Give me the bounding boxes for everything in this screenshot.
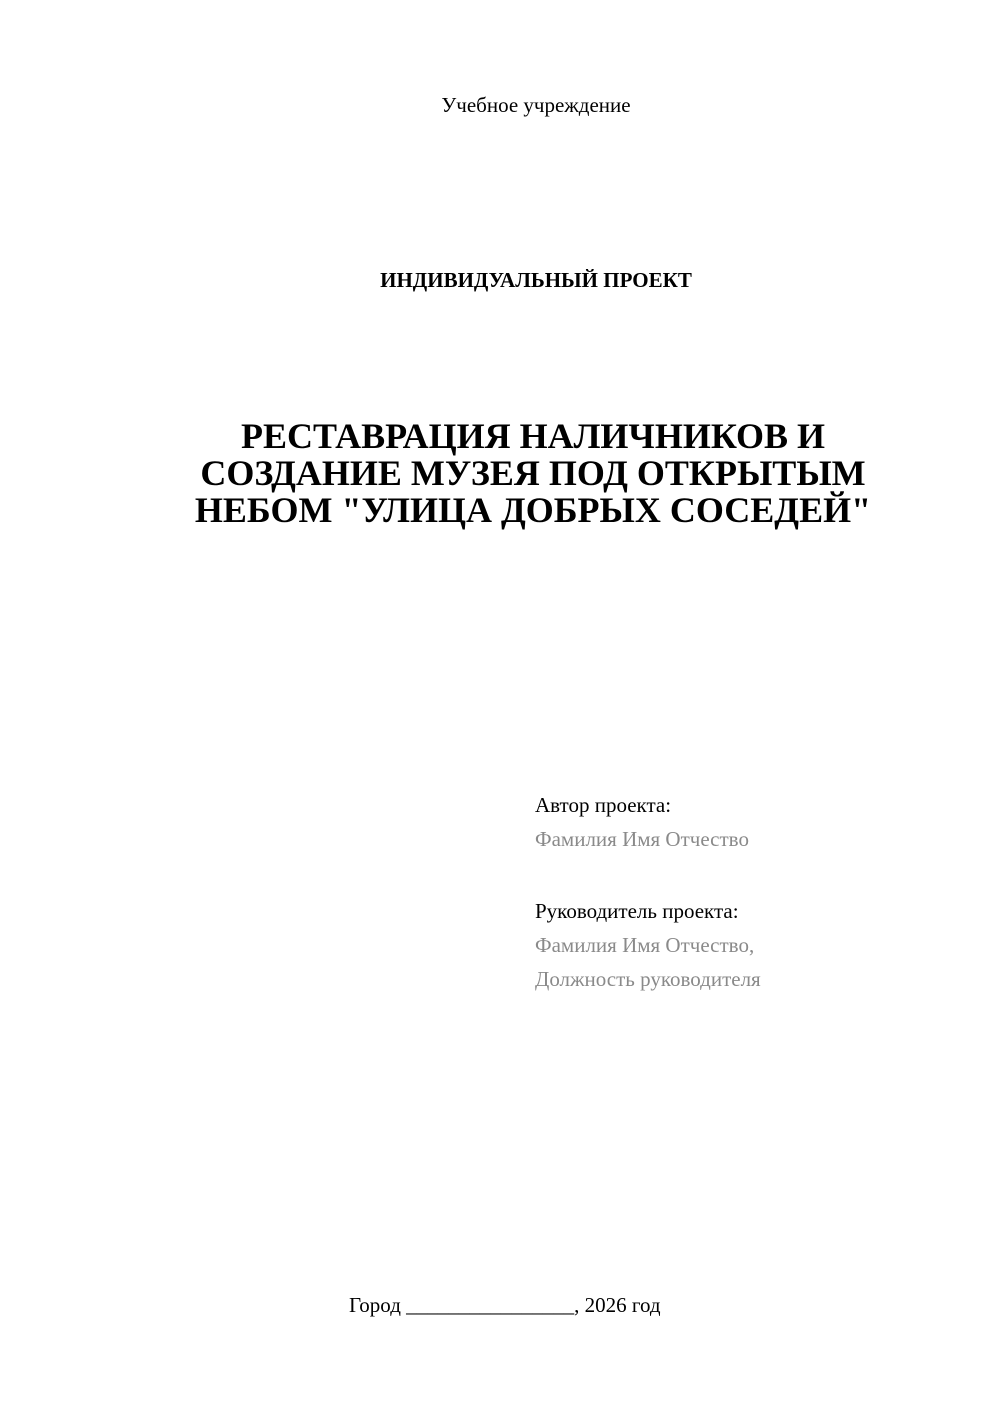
supervisor-position: Должность руководителя <box>535 967 761 991</box>
author-label: Автор проекта: <box>535 793 672 817</box>
project-title <box>0 418 1000 529</box>
supervisor-name: Фамилия Имя Отчество, <box>535 933 755 957</box>
project-title-line-2: СОЗДАНИЕ МУЗЕЯ ПОД ОТКРЫТЫМ <box>200 453 866 493</box>
document-type: ИНДИВИДУАЛЬНЫЙ ПРОЕКТ <box>380 268 692 292</box>
institution-name: Учебное учреждение <box>441 93 631 117</box>
project-title-line-3: НЕБОМ "УЛИЦА ДОБРЫХ СОСЕДЕЙ" <box>194 490 872 530</box>
credits-block <box>535 788 761 996</box>
project-title-line-1: РЕСТАВРАЦИЯ НАЛИЧНИКОВ И <box>240 416 826 456</box>
city-year-line: Город ________________, 2026 год <box>349 1293 661 1317</box>
supervisor-label: Руководитель проекта: <box>535 899 739 923</box>
author-name: Фамилия Имя Отчество <box>535 827 749 851</box>
credits-spacer <box>535 856 761 894</box>
